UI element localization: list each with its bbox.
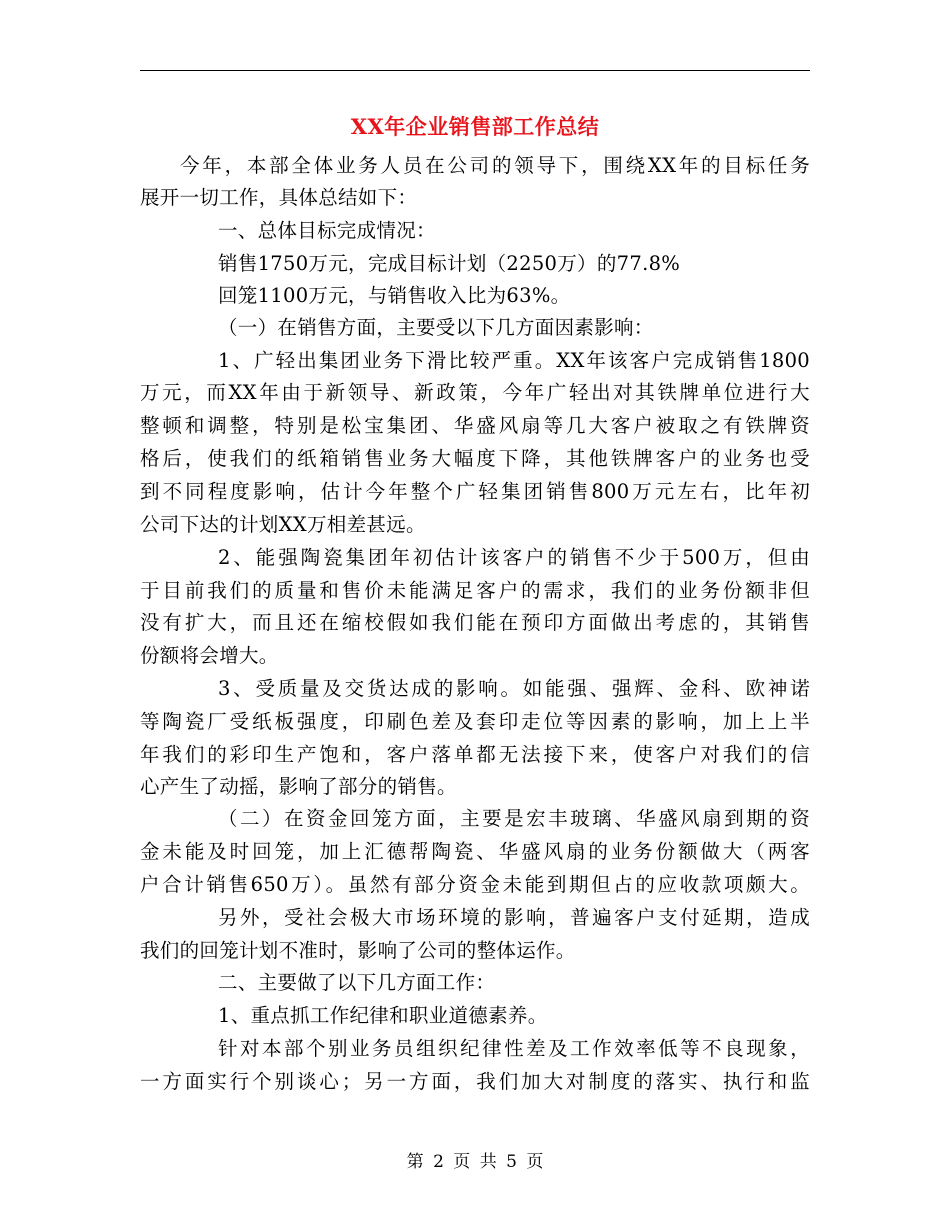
subsection-heading: （二）在资金回笼方面，主要是宏丰玻璃、华盛风扇到期的资 [218, 807, 810, 830]
body-line: 于目前我们的质量和售价未能满足客户的需求，我们的业务份额非但 [140, 579, 810, 602]
body-line: 公司下达的计划XX万相差甚远。 [140, 513, 426, 536]
body-line: 等陶瓷厂受纸板强度，印刷色差及套印走位等因素的影响，加上上半 [140, 710, 810, 733]
body-line: 今年，本部全体业务人员在公司的领导下，围绕XX年的目标任务 [180, 154, 810, 177]
body-line: 我们的回笼计划不准时，影响了公司的整体运作。 [140, 939, 576, 962]
body-line: 份额将会增大。 [140, 644, 279, 667]
body-line: 3、受质量及交货达成的影响。如能强、强辉、金科、欧神诺 [218, 677, 810, 700]
body-line: 展开一切工作，具体总结如下： [140, 186, 418, 209]
body-line: 一方面实行个别谈心；另一方面，我们加大对制度的落实、执行和监 [140, 1070, 810, 1093]
body-line: 整顿和调整，特别是松宝集团、华盛风扇等几大客户被取之有铁牌资 [140, 414, 810, 437]
section-heading: 一、总体目标完成情况： [218, 219, 436, 242]
body-line: 针对本部个别业务员组织纪律性差及工作效率低等不良现象， [218, 1037, 810, 1060]
item-heading: 1、重点抓工作纪律和职业道德素养。 [218, 1004, 548, 1027]
body-line: 心产生了动摇，影响了部分的销售。 [140, 775, 457, 798]
header-rule [140, 70, 810, 71]
body-line: 年我们的彩印生产饱和，客户落单都无法接下来，使客户对我们的信 [140, 743, 810, 766]
document-title: XX年企业销售部工作总结 [350, 114, 600, 139]
section-heading: 二、主要做了以下几方面工作： [218, 971, 496, 994]
subsection-heading: （一）在销售方面，主要受以下几方面因素影响： [218, 316, 654, 339]
body-line: 1、广轻出集团业务下滑比较严重。XX年该客户完成销售1800 [218, 349, 810, 372]
body-line: 金未能及时回笼，加上汇德帮陶瓷、华盛风扇的业务份额做大（两客 [140, 840, 810, 863]
body-line: 没有扩大，而且还在缩校假如我们能在预印方面做出考虑的，其销售 [140, 611, 810, 634]
page-number: 第 2 页 共 5 页 [406, 1152, 544, 1172]
body-line: 回笼1100万元，与销售收入比为63%。 [218, 284, 571, 307]
body-line: 户合计销售650万）。虽然有部分资金未能到期但占的应收款项颇大。 [140, 873, 810, 896]
body-line: 到不同程度影响，估计今年整个广轻集团销售800万元左右，比年初 [140, 480, 810, 503]
body-line: 销售1750万元，完成目标计划（2250万）的77.8% [218, 252, 681, 275]
body-line: 格后，使我们的纸箱销售业务大幅度下降，其他铁牌客户的业务也受 [140, 447, 810, 470]
body-line: 万元，而XX年由于新领导、新政策，今年广轻出对其铁牌单位进行大 [140, 381, 810, 404]
body-line: 另外，受社会极大市场环境的影响，普遍客户支付延期，造成 [218, 906, 810, 929]
body-line: 2、能强陶瓷集团年初估计该客户的销售不少于500万，但由 [218, 546, 810, 569]
